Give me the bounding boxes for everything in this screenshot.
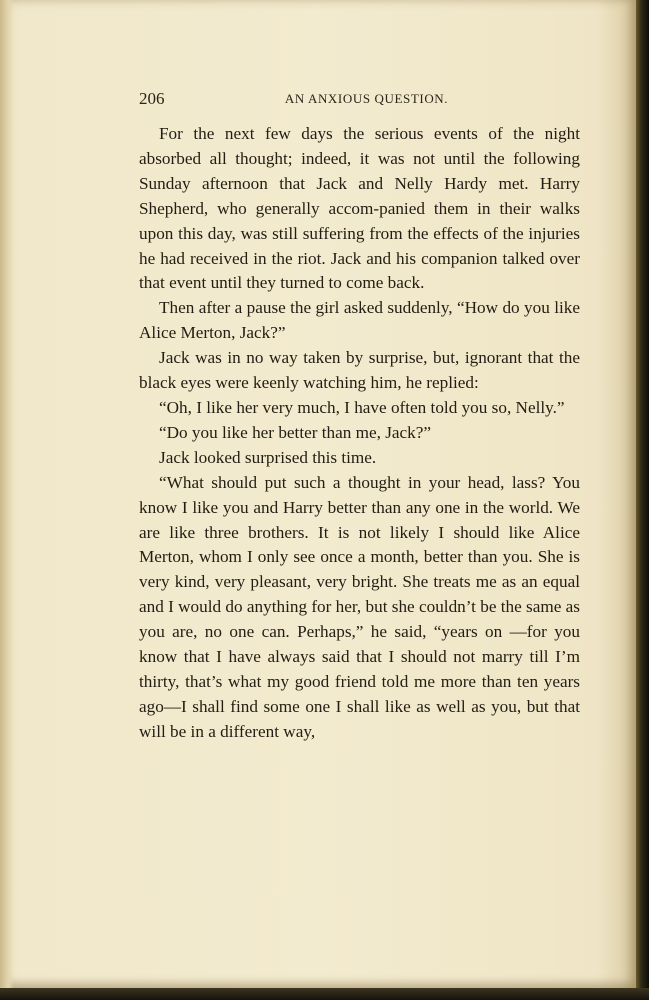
- chapter-running-title: AN ANXIOUS QUESTION.: [284, 91, 449, 106]
- paragraph: Jack was in no way taken by surprise, but, ignorant that the black eyes were keenly watching him, he replied:: [139, 348, 580, 393]
- paragraph: “Do you like her better than me, Jack?”: [159, 422, 432, 442]
- paragraph: “Oh, I like her very much, I have often told you so, Nelly.”: [159, 397, 565, 417]
- book-spine-edge: [636, 0, 649, 1000]
- page-number: 206: [139, 89, 165, 108]
- paragraph: “What should put such a thought in your head, lass? You know I like you and Harry better than any one in the world. We are like three brothers. It is not likely I should like Alice Merton, whom I only see once a month, better than you. She is very kind, very pleasant, very bright. She treats me as an equal and I would do anything for her, but she couldn’t be the same as you are, no one can. Perhaps,” he said, “years on —for you know that I have always said that I should not marry till I’m thirty, that’s what my good friend told me more than ten years ago—I shall find some one I shall like as well as you, but that will be in a different way,: [139, 472, 580, 741]
- scan-bottom-edge: [0, 988, 649, 1000]
- paragraph: Then after a pause the girl asked suddenly, “How do you like Alice Merton, Jack?”: [139, 298, 580, 343]
- page-gutter-shadow: [0, 0, 14, 988]
- running-head: [139, 89, 580, 113]
- body-text: [139, 122, 580, 745]
- paragraph: Jack looked surprised this time.: [159, 447, 377, 467]
- paragraph: For the next few days the serious events of the night absorbed all thought; indeed, it was not until the following Sunday afternoon that Jack and Nelly Hardy met. Harry Shepherd, who generally accom-panied them in their walks upon this day, was still suffering from the effects of the injuries he had received in the riot. Jack and his companion talked over that event until they turned to come back.: [139, 124, 580, 293]
